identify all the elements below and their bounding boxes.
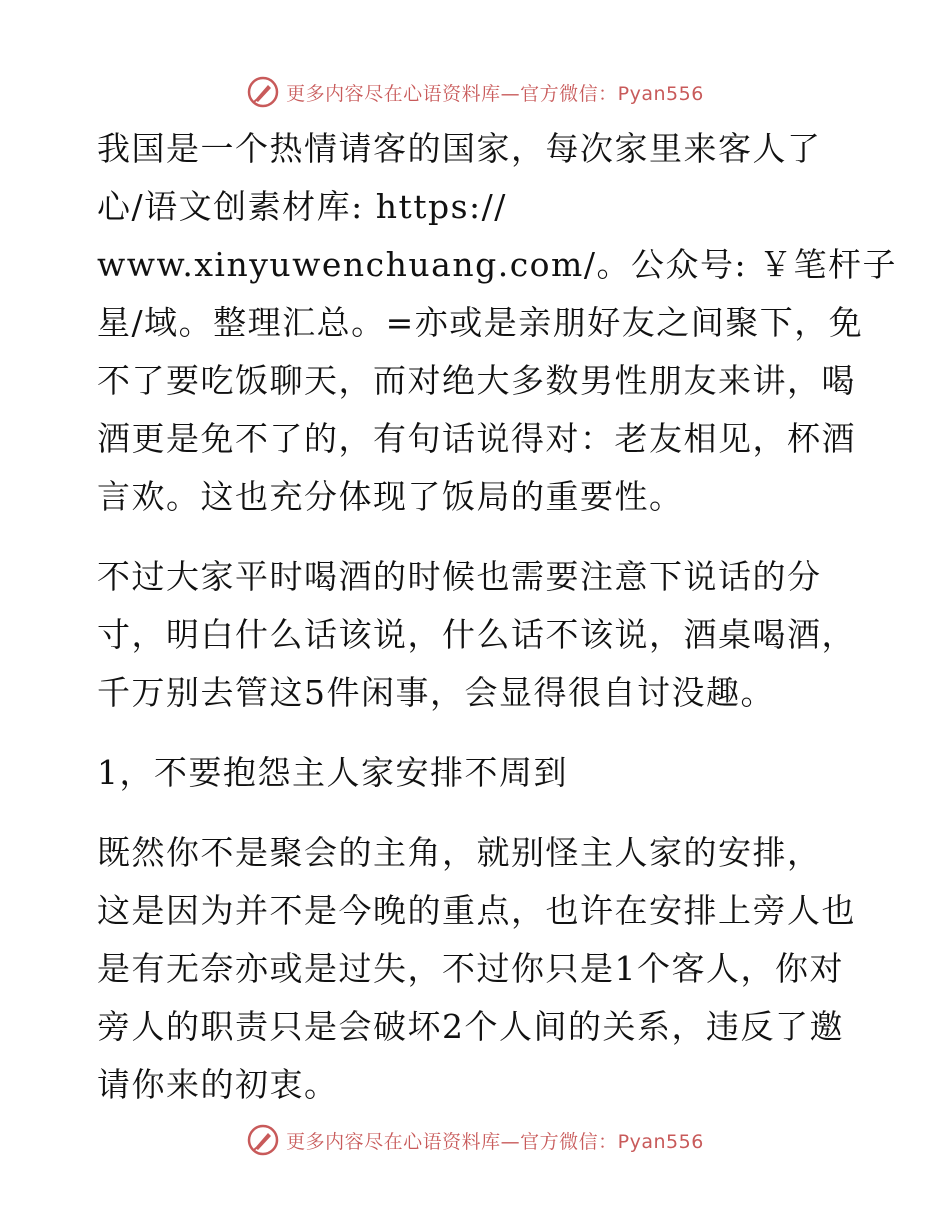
text-line: www.xinyuwenchuang.com/。公众号: ￥笔杆子 <box>97 245 898 284</box>
paragraph-1 <box>97 120 898 526</box>
section-heading <box>97 744 857 802</box>
text-line: 酒更是免不了的，有句话说得对：老友相见，杯酒 <box>97 419 856 458</box>
text-line: 言欢。这也充分体现了饭局的重要性。 <box>97 477 684 516</box>
text-line: 是有无奈亦或是过失，不过你只是1个客人，你对 <box>97 949 844 988</box>
text-line: 这是因为并不是今晚的重点，也许在安排上旁人也 <box>97 891 856 930</box>
footer-banner-text: 更多内容尽在心语资料库—官方微信：Pyan556 <box>286 1130 704 1153</box>
paragraph-2 <box>97 548 857 722</box>
heading-line: 1，不要抱怨主人家安排不周到 <box>97 753 568 792</box>
text-line: 旁人的职责只是会破坏2个人间的关系，违反了邀 <box>97 1007 844 1046</box>
text-line: 不了要吃饭聊天，而对绝大多数男性朋友来讲，喝 <box>97 361 856 400</box>
text-line: 星/域。整理汇总。=亦或是亲朋好友之间聚下，免 <box>97 303 864 342</box>
paragraph-3 <box>97 824 857 1114</box>
text-line: 寸，明白什么话该说，什么话不该说，酒桌喝酒， <box>97 615 856 654</box>
text-line: 请你来的初衷。 <box>97 1065 339 1104</box>
text-line: 千万别去管这5件闲事，会显得很自讨没趣。 <box>97 673 775 712</box>
pen-logo-icon <box>246 1123 280 1157</box>
text-line: 既然你不是聚会的主角，就别怪主人家的安排， <box>97 833 822 872</box>
pen-logo-icon <box>246 75 280 109</box>
text-line: 心/语文创素材库: https:// <box>97 187 507 226</box>
text-line: 不过大家平时喝酒的时候也需要注意下说话的分 <box>97 557 822 596</box>
header-banner <box>0 72 950 112</box>
header-banner-text: 更多内容尽在心语资料库—官方微信：Pyan556 <box>286 82 704 105</box>
document-body <box>97 120 898 1114</box>
text-line: 我国是一个热情请客的国家，每次家里来客人了 <box>97 129 822 168</box>
footer-banner <box>0 1120 950 1160</box>
